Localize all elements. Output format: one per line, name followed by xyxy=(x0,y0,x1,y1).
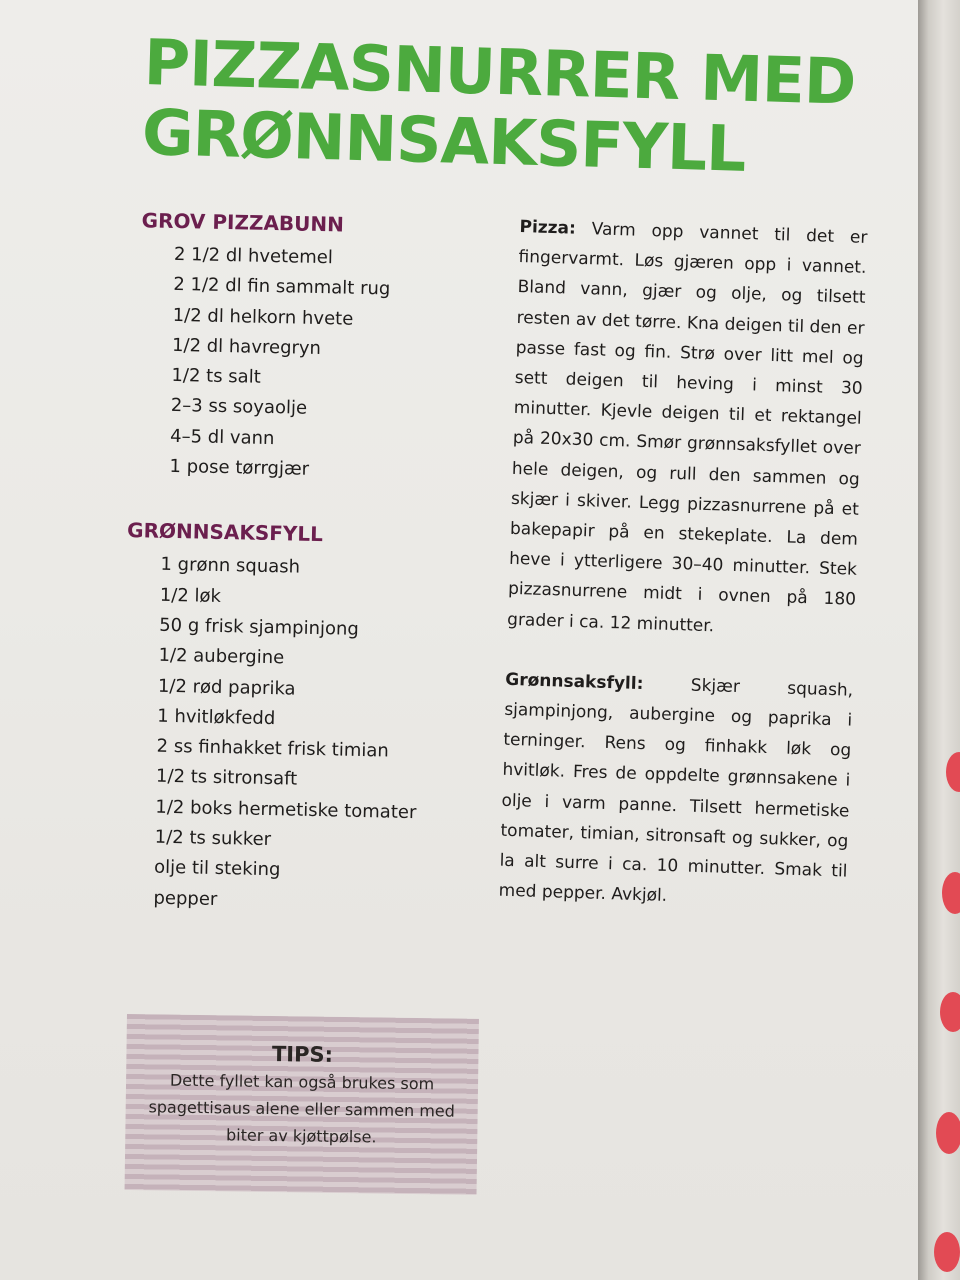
ingredient-item: 50 g frisk sjampinjong xyxy=(158,614,360,640)
recipe-title-line-1: PIZZASNURRER MED xyxy=(143,26,857,119)
fyll-heading: GRØNNSAKSFYLL xyxy=(126,518,324,547)
ingredient-item: 2–3 ss soyaolje xyxy=(170,395,308,420)
pizza-label: Pizza: xyxy=(519,216,577,239)
decorative-dot xyxy=(946,752,960,792)
instructions-column xyxy=(498,212,868,917)
ingredient-item: 2 1/2 dl fin sammalt rug xyxy=(173,274,391,300)
pizzabunn-ingredient-list xyxy=(124,239,489,489)
decorative-dot xyxy=(934,1232,960,1272)
book-gutter xyxy=(918,0,960,1280)
recipe-title-line-2: GRØNNSAKSFYLL xyxy=(141,95,747,186)
pizza-instructions-text: Varm opp vannet til det er fingervarmt. Løs gjæren opp i vannet. Bland vann, gjær og olje, og tilsett resten av det tørre. Kna deigen til den er passe fast og fin. Strø over litt mel og sett deigen til heving i minst 30 minutter. Kjevle deigen til et rektangel på 20x30 cm. Smør grønnsaksfyllet over hele deigen, og rull den sammen og skjær i skiver. Legg pizzasnurrene på et bakepapir på en stekeplate. La dem heve i ytterligere 30–40 minutter. Stek pizzasnurrene midt i ovnen på 180 grader i ca. 12 minutter. xyxy=(506,219,868,636)
ingredient-item: 1/2 ts salt xyxy=(171,365,261,388)
ingredient-item: 1/2 ts sitronsaft xyxy=(155,766,298,791)
pizzabunn-heading: GROV PIZZABUNN xyxy=(141,208,345,237)
ingredient-item: 1 hvitløkfedd xyxy=(157,705,276,730)
decorative-dot xyxy=(940,992,960,1032)
fyll-instructions-text: Skjær squash, sjampinjong, aubergine og paprika i terninger. Rens og finhakk løk og hvitløk. Fres de oppdelte grønnsakene i olje i varm panne. Tilsett hermetiske tomater, timian, sitronsaft og sukker, og la alt surre i ca. 10 minutter. Smak til med pepper. Avkjøl. xyxy=(498,675,854,907)
pizza-instructions xyxy=(507,212,868,646)
fyll-label: Grønnsaksfyll: xyxy=(504,669,644,694)
ingredient-item: 1/2 aubergine xyxy=(158,644,285,669)
ingredient-item: 1 grønn squash xyxy=(160,554,301,579)
ingredient-item: 1/2 boks hermetiske tomater xyxy=(155,796,417,823)
ingredients-column xyxy=(115,205,490,920)
ingredient-item: 2 1/2 dl hvetemel xyxy=(173,243,334,269)
ingredient-item: pepper xyxy=(153,887,218,910)
decorative-dot xyxy=(936,1112,960,1154)
tips-box xyxy=(125,1014,479,1195)
ingredient-item: 1/2 dl havregryn xyxy=(171,334,322,359)
fyll-ingredient-list xyxy=(115,549,483,920)
decorative-dot xyxy=(942,872,960,914)
tips-heading: TIPS: xyxy=(271,1042,334,1067)
fyll-instructions xyxy=(498,665,853,917)
ingredient-item: 1/2 ts sukker xyxy=(154,826,272,851)
ingredient-item: olje til steking xyxy=(153,856,281,881)
ingredient-item: 2 ss finhakket frisk timian xyxy=(156,735,390,762)
ingredient-item: 1 pose tørrgjær xyxy=(169,455,310,480)
ingredient-item: 1/2 løk xyxy=(159,584,222,607)
ingredient-item: 4–5 dl vann xyxy=(169,425,275,449)
recipe-title xyxy=(141,28,856,188)
tips-text: Dette fyllet kan også brukes som spagettisaus alene eller sammen med biter av kjøttpølse. xyxy=(148,1070,455,1147)
ingredient-item: 1/2 rød paprika xyxy=(157,675,296,700)
ingredient-item: 1/2 dl helkorn hvete xyxy=(172,304,354,330)
